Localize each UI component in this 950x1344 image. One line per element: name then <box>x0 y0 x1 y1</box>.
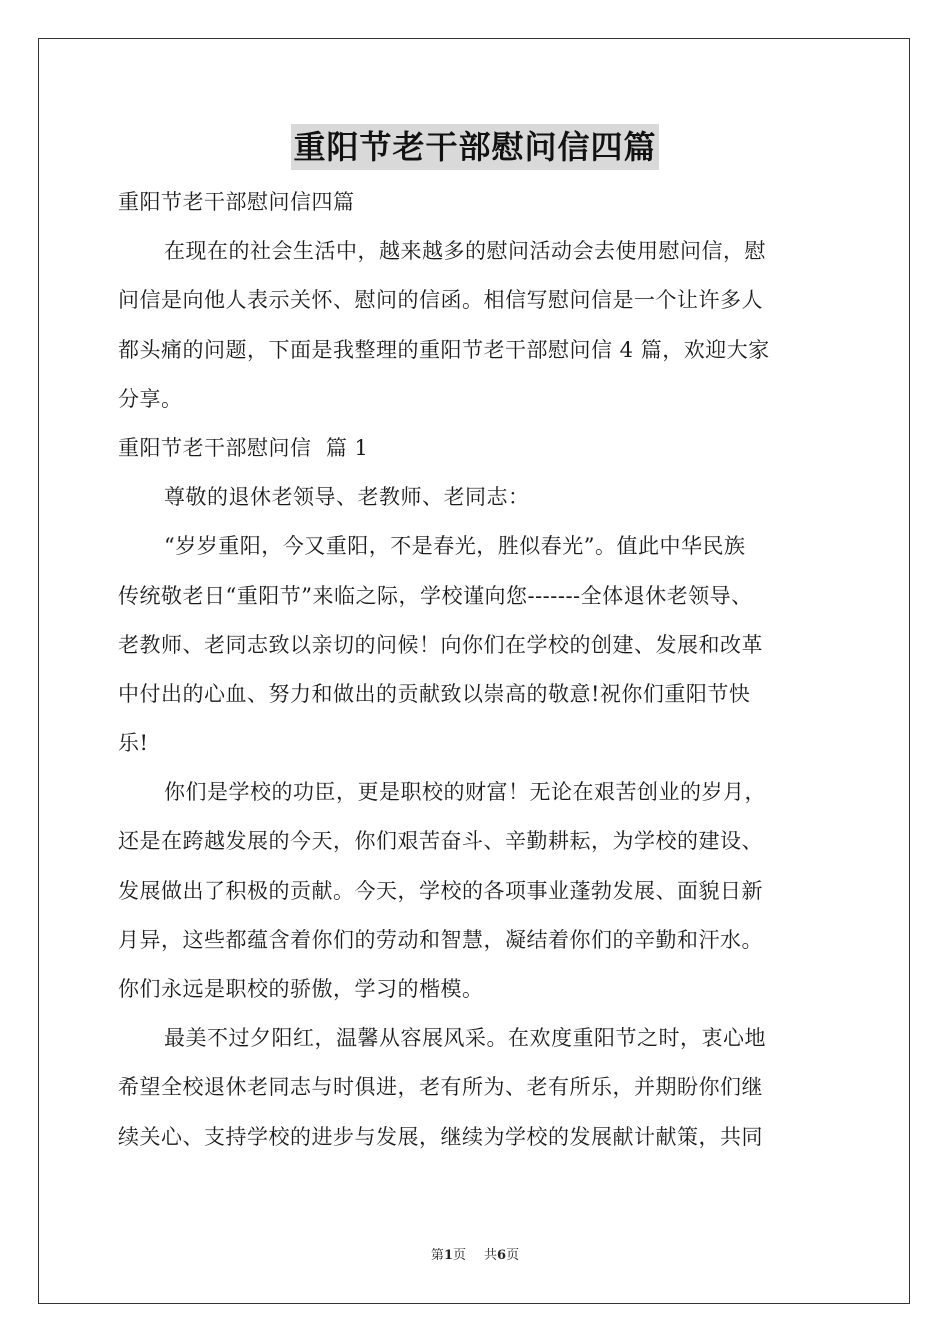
document-title: 重阳节老干部慰问信四篇 <box>291 124 658 170</box>
body-line: 还是在跨越发展的今天，你们艰苦奋斗、辛勤耕耘，为学校的建设、 <box>118 829 763 854</box>
page-total: 6 <box>497 1248 507 1263</box>
body-line: 续关心、支持学校的进步与发展，继续为学校的发展献计献策，共同 <box>118 1124 763 1149</box>
body-line: 分享。 <box>118 386 183 411</box>
body-line: 中付出的心血、努力和做出的贡献致以崇高的敬意!祝你们重阳节快 <box>118 681 751 706</box>
body-line: 传统敬老日“重阳节”来临之际，学校谨向您-------全体退休老领导、 <box>118 583 753 608</box>
body-line: 你们是学校的功臣，更是职校的财富！无论在艰苦创业的岁月， <box>164 780 766 805</box>
body-line: 你们永远是职校的骄傲，学习的楷模。 <box>118 977 484 1001</box>
body-line: 老教师、老同志致以亲切的问候！向你们在学校的创建、发展和改革 <box>118 632 763 657</box>
body-line: 都头痛的问题，下面是我整理的重阳节老干部慰问信 4 篇，欢迎大家 <box>118 337 770 362</box>
body-line: 乐! <box>118 731 149 756</box>
body-line: 问信是向他人表示关怀、慰问的信函。相信写慰问信是一个让许多人 <box>118 288 763 313</box>
body-line: 重阳节老干部慰问信四篇 <box>118 190 355 214</box>
body-line: “岁岁重阳，今又重阳，不是春光，胜似春光”。值此中华民族 <box>164 534 746 559</box>
page-suffix: 页 <box>452 1248 466 1263</box>
body-line: 最美不过夕阳红，温馨从容展风采。在欢度重阳节之时，衷心地 <box>164 1026 766 1051</box>
total-suffix: 页 <box>506 1248 520 1263</box>
page-prefix: 第 <box>430 1248 444 1263</box>
document-body <box>118 178 834 1162</box>
body-line: 月异，这些都蕴含着你们的劳动和智慧，凝结着你们的辛勤和汗水。 <box>118 927 763 952</box>
title-wrap <box>0 124 950 170</box>
body-line: 发展做出了积极的贡献。今天，学校的各项事业蓬勃发展、面貌日新 <box>118 878 763 903</box>
body-line: 在现在的社会生活中，越来越多的慰问活动会去使用慰问信，慰 <box>164 239 766 264</box>
body-line: 尊敬的退休老领导、老教师、老同志： <box>164 485 530 510</box>
page-current: 1 <box>443 1248 453 1263</box>
total-prefix: 共 <box>484 1248 498 1263</box>
section-heading: 重阳节老干部慰问信 篇 1 <box>118 435 369 460</box>
page-footer <box>0 1247 950 1265</box>
body-line: 希望全校退休老同志与时俱进，老有所为、老有所乐，并期盼你们继 <box>118 1075 763 1100</box>
